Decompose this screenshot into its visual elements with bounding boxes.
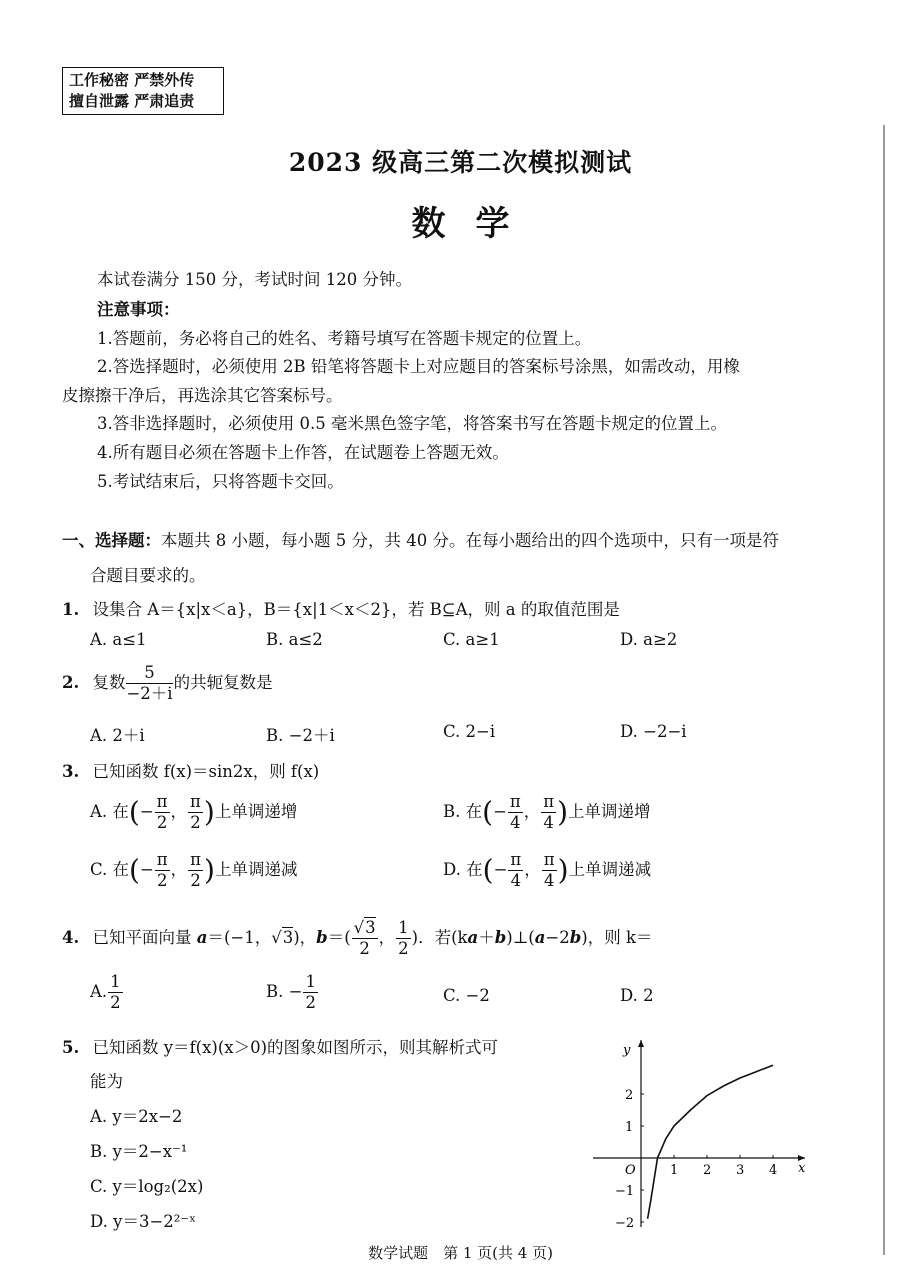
intro-text: 本试卷满分 150 分，考试时间 120 分钟。 bbox=[97, 270, 412, 289]
q2-option-a: A. 2＋i bbox=[90, 726, 145, 745]
interval-left bbox=[155, 792, 170, 833]
numerator: π bbox=[509, 792, 521, 811]
stamp-line-1: 工作秘密 严禁外传 bbox=[69, 71, 195, 89]
question-5-stem: 已知函数 y＝f(x)(x＞0)的图象如图所示，则其解析式可 bbox=[92, 1038, 499, 1057]
graph-ticks bbox=[615, 1088, 777, 1231]
comma: ， bbox=[523, 802, 541, 821]
denominator: 4 bbox=[510, 871, 522, 890]
notice-4: 4.所有题目必须在答题卡上作答，在试题卷上答题无效。 bbox=[97, 443, 509, 462]
paren-close: ) bbox=[557, 853, 569, 887]
vector-b: b bbox=[569, 928, 582, 947]
q1-option-a: A. a≤1 bbox=[90, 630, 147, 649]
question-2-fraction bbox=[126, 663, 172, 704]
numerator: π bbox=[156, 792, 168, 811]
option-text: 上单调递增 bbox=[568, 802, 651, 821]
paren-open: ( bbox=[128, 795, 140, 829]
comma: ， bbox=[524, 860, 541, 879]
question-1 bbox=[62, 596, 620, 620]
section-1-text-cont: 合题目要求的。 bbox=[90, 566, 206, 585]
section-1-label: 一、选择题： bbox=[62, 531, 161, 550]
option-label: A. bbox=[90, 982, 108, 1001]
x-tick-label: 3 bbox=[736, 1163, 745, 1178]
question-2-number: 2. bbox=[62, 673, 80, 692]
denominator: 2 bbox=[398, 939, 409, 958]
numerator: π bbox=[543, 792, 555, 811]
function-curve bbox=[648, 1065, 773, 1219]
vector-a: a bbox=[196, 928, 208, 947]
comma: ， bbox=[170, 802, 188, 821]
q5-option-a: A. y＝2x−2 bbox=[90, 1107, 183, 1126]
stem-text: )⊥( bbox=[506, 928, 535, 947]
interval-left bbox=[508, 792, 523, 833]
paren-open: ( bbox=[482, 795, 494, 829]
q4-option-c: C. −2 bbox=[443, 986, 490, 1005]
denominator: 2 bbox=[156, 871, 168, 890]
question-3-stem: 已知函数 f(x)＝sin2x，则 f(x) bbox=[92, 762, 320, 781]
comma: ， bbox=[170, 860, 188, 879]
numerator: π bbox=[190, 850, 202, 869]
interval-left bbox=[508, 850, 523, 891]
q5-option-d: D. y＝3−2²⁻ˣ bbox=[90, 1212, 197, 1231]
stem-text: ＋ bbox=[478, 928, 495, 947]
denominator: 4 bbox=[543, 813, 554, 832]
origin-label: O bbox=[625, 1163, 636, 1178]
confidential-stamp bbox=[62, 67, 224, 115]
q4-option-a bbox=[90, 972, 124, 1013]
x-tick-label: 4 bbox=[769, 1163, 778, 1178]
numerator: π bbox=[156, 850, 168, 869]
minus-sign: − bbox=[139, 860, 154, 879]
question-5-stem-cont: 能为 bbox=[90, 1072, 123, 1091]
vector-a: a bbox=[534, 928, 546, 947]
vector-b: b bbox=[494, 928, 507, 947]
question-4: 4. 已知平面向量 a＝(−1，√3)，b＝( $\frac{√3}{2}$ ， $\frac{1}{2}$ )．若(ka＋b)⊥(a−2b)，则 k＝ bbox=[62, 918, 653, 958]
numerator: √3 bbox=[353, 918, 376, 937]
function-graph bbox=[585, 1032, 815, 1232]
stamp-line-2: 擅自泄露 严肃追责 bbox=[69, 92, 195, 110]
q3-option-c bbox=[90, 850, 297, 891]
q1-option-b: B. a≤2 bbox=[266, 630, 323, 649]
option-fraction bbox=[303, 972, 318, 1013]
question-4-number: 4. bbox=[62, 928, 80, 947]
subject-title: 数学 bbox=[411, 204, 540, 244]
y-tick-label: −1 bbox=[615, 1184, 635, 1199]
fraction-numerator: 5 bbox=[126, 663, 172, 684]
exam-title: 2023 级高三第二次模拟测试 bbox=[288, 148, 633, 177]
notice-heading: 注意事项： bbox=[97, 300, 180, 319]
notice-3: 3.答非选择题时，必须使用 0.5 毫米黑色签字笔，将答案书写在答题卡规定的位置上。 bbox=[97, 414, 727, 433]
section-1-heading bbox=[62, 527, 779, 551]
option-label: B. 在 bbox=[443, 802, 483, 821]
x-tick-label: 1 bbox=[670, 1163, 679, 1178]
fraction-sqrt3-over-2 bbox=[352, 918, 378, 959]
question-1-stem: 设集合 A＝{x|x＜a}，B＝{x|1＜x＜2}，若 B⊆A，则 a 的取值范围是 bbox=[92, 600, 620, 619]
denominator: 2 bbox=[359, 939, 370, 958]
stem-text: )，则 k＝ bbox=[581, 928, 653, 947]
q1-option-c: C. a≥1 bbox=[443, 630, 500, 649]
paren-open: ( bbox=[129, 853, 140, 887]
interval-right bbox=[188, 850, 203, 891]
y-tick-label: 1 bbox=[625, 1120, 634, 1135]
paren-close: ) bbox=[557, 795, 569, 829]
q5-option-b: B. y＝2−x⁻¹ bbox=[90, 1142, 188, 1161]
question-2 bbox=[62, 663, 273, 704]
page-edge-line bbox=[883, 125, 885, 1255]
minus-sign: − bbox=[493, 860, 508, 879]
numerator: π bbox=[543, 850, 555, 869]
denominator: 2 bbox=[305, 993, 316, 1012]
q1-option-d: D. a≥2 bbox=[620, 630, 678, 649]
y-axis-arrow bbox=[638, 1040, 644, 1047]
stem-text: −2 bbox=[545, 928, 570, 947]
minus-sign: − bbox=[493, 802, 507, 821]
stem-text: )．若(k bbox=[411, 928, 468, 947]
vector-b: b bbox=[316, 928, 328, 947]
page-footer: 数学试题 第 1 页(共 4 页) bbox=[368, 1244, 553, 1262]
interval-right bbox=[188, 792, 203, 833]
denominator: 2 bbox=[110, 993, 121, 1012]
q5-option-c: C. y＝log₂(2x) bbox=[90, 1177, 204, 1196]
y-axis-label: y bbox=[623, 1043, 631, 1058]
notice-2-cont: 皮擦擦干净后，再选涂其它答案标号。 bbox=[62, 386, 343, 405]
section-1-text: 本题共 8 小题，每小题 5 分，共 40 分。在每小题给出的四个选项中，只有一项是符 bbox=[161, 531, 779, 550]
interval-right bbox=[541, 792, 556, 833]
numerator: π bbox=[510, 850, 522, 869]
notice-1: 1.答题前，务必将自己的姓名、考籍号填写在答题卡规定的位置上。 bbox=[97, 329, 592, 348]
option-label: B. − bbox=[266, 982, 303, 1001]
stem-text: ， bbox=[378, 928, 396, 947]
question-2-suffix: 的共轭复数是 bbox=[173, 673, 273, 692]
numerator: 1 bbox=[398, 918, 409, 937]
numerator: 1 bbox=[110, 972, 121, 991]
q4-option-b bbox=[266, 972, 319, 1013]
x-tick-label: 2 bbox=[703, 1163, 712, 1178]
q3-option-d bbox=[443, 850, 651, 891]
q3-option-a bbox=[90, 792, 297, 833]
interval-left bbox=[155, 850, 170, 891]
option-text: 上单调递增 bbox=[214, 802, 298, 821]
option-text: 上单调递减 bbox=[568, 860, 652, 879]
stem-text: 已知平面向量 bbox=[92, 928, 192, 947]
notice-5: 5.考试结束后，只将答题卡交回。 bbox=[97, 472, 344, 491]
option-fraction bbox=[108, 972, 123, 1013]
question-5 bbox=[62, 1034, 498, 1058]
minus-sign: − bbox=[139, 802, 154, 821]
fraction-1-over-2 bbox=[396, 918, 411, 959]
denominator: 2 bbox=[190, 813, 201, 832]
stem-text: ＝( bbox=[327, 928, 351, 947]
denominator: 2 bbox=[156, 813, 168, 832]
paren-open: ( bbox=[482, 853, 494, 887]
question-2-prefix: 复数 bbox=[92, 673, 126, 692]
y-tick-label: 2 bbox=[625, 1088, 634, 1103]
option-label: D. 在 bbox=[443, 860, 483, 879]
numerator: π bbox=[190, 792, 201, 811]
option-text: 上单调递减 bbox=[214, 860, 298, 879]
q3-option-b bbox=[443, 792, 651, 833]
sqrt-radicand: 3 bbox=[365, 918, 376, 937]
option-label: A. 在 bbox=[90, 802, 129, 821]
q2-option-c: C. 2−i bbox=[443, 722, 496, 741]
q2-option-d: D. −2−i bbox=[620, 722, 687, 741]
y-tick-label: −2 bbox=[615, 1216, 635, 1231]
q4-option-d: D. 2 bbox=[620, 986, 654, 1005]
denominator: 2 bbox=[190, 871, 201, 890]
sqrt-radicand: 3 bbox=[282, 928, 294, 947]
question-3-number: 3. bbox=[62, 762, 80, 781]
question-1-number: 1. bbox=[62, 600, 80, 619]
option-label: C. 在 bbox=[90, 860, 130, 879]
vector-a: a bbox=[467, 928, 479, 947]
numerator: 1 bbox=[305, 972, 316, 991]
notice-2: 2.答选择题时，必须使用 2B 铅笔将答题卡上对应题目的答案标号涂黑，如需改动，用橡 bbox=[97, 357, 740, 376]
fraction-denominator: −2＋i bbox=[126, 684, 173, 703]
denominator: 4 bbox=[543, 871, 555, 890]
q2-option-b: B. −2＋i bbox=[266, 726, 335, 745]
question-5-number: 5. bbox=[62, 1038, 80, 1057]
paren-close: ) bbox=[204, 853, 215, 887]
question-3 bbox=[62, 758, 319, 782]
denominator: 4 bbox=[510, 813, 521, 832]
interval-right bbox=[542, 850, 557, 891]
stem-text: ＝(−1， bbox=[207, 928, 272, 947]
paren-close: ) bbox=[203, 795, 215, 829]
stem-text: )， bbox=[293, 928, 317, 947]
x-axis-label: x bbox=[798, 1161, 806, 1176]
